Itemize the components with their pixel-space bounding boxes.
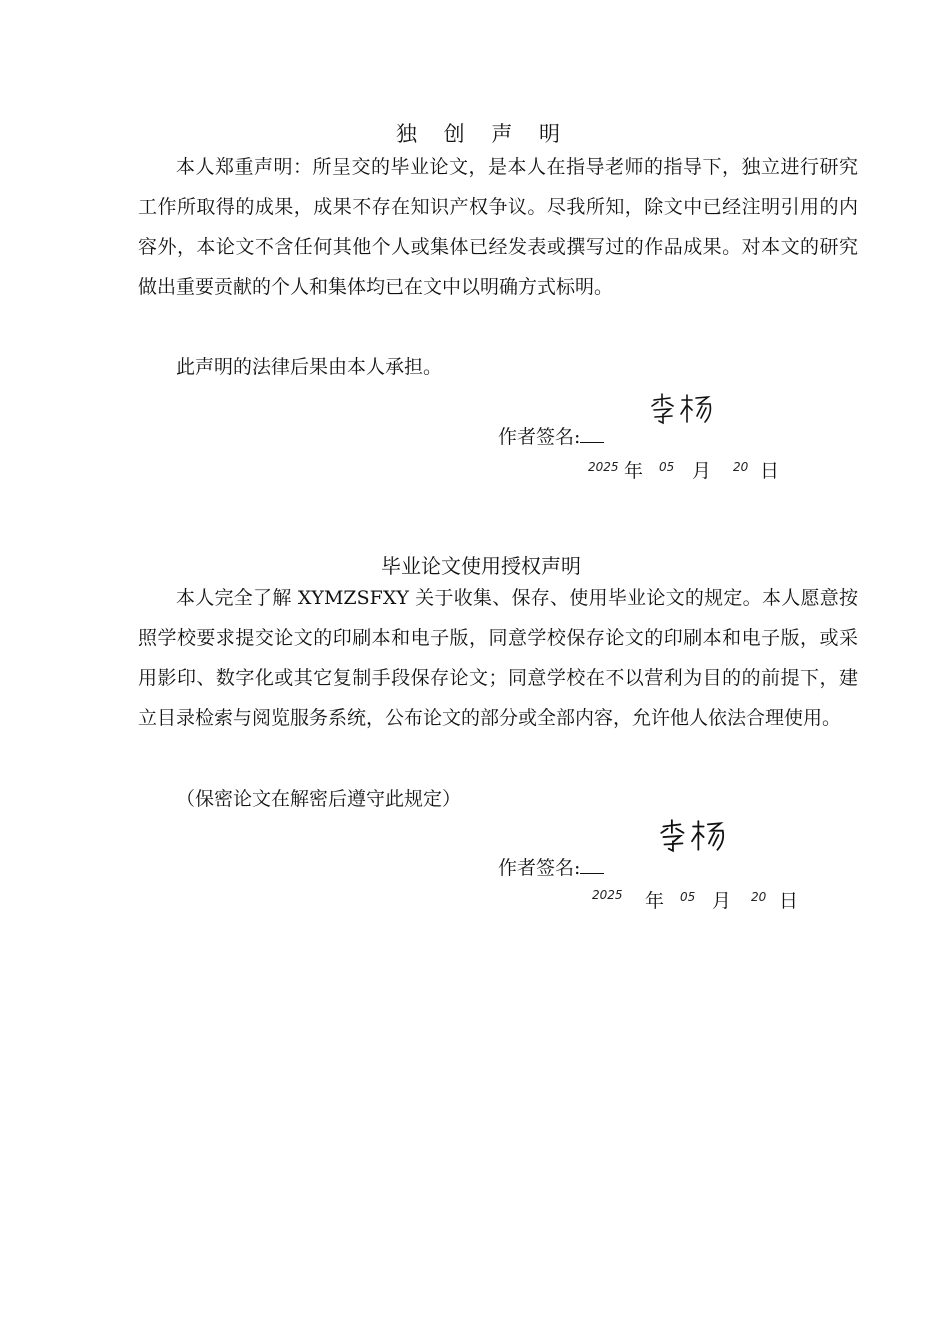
date-year-2: 2025	[592, 888, 623, 902]
date-month-1: 05	[659, 460, 675, 474]
date-day-unit-1: 日	[760, 460, 780, 482]
authorization-title: 毕业论文使用授权声明	[381, 554, 581, 578]
signature-field-1	[498, 422, 604, 449]
handwritten-signature-2	[654, 818, 730, 854]
date-month-unit-2: 月	[712, 890, 732, 912]
authorization-body: 本人完全了解 XYMZSFXY 关于收集、保存、使用毕业论文的规定。本人愿意按照学校要求提交论文的印刷本和电子版，同意学校保存论文的印刷本和电子版，或采用影印、数字化或其它复制手段保存论文；同意学校在不以营利为目的的前提下，建立目录检索与阅览服务系统，公布论文的部分或全部内容，允许他人依法合理使用。	[138, 587, 858, 729]
date-month-unit-1: 月	[692, 460, 712, 482]
signature-label-2: 作者签名:	[498, 857, 581, 879]
signature-line-2	[580, 859, 604, 874]
date-year-1: 2025	[588, 460, 619, 474]
signature-label-1: 作者签名:	[498, 426, 581, 448]
declaration-liability: 此声明的法律后果由本人承担。	[176, 356, 443, 378]
date-day-unit-2: 日	[779, 890, 799, 912]
date-day-2: 20	[751, 890, 767, 904]
date-day-1: 20	[733, 460, 749, 474]
authorization-note: （保密论文在解密后遵守此规定）	[176, 788, 462, 810]
signature-field-2	[498, 853, 604, 880]
date-year-unit-1: 年	[624, 460, 644, 482]
signature-line-1	[580, 428, 604, 443]
declaration-title: 独 创 声 明	[395, 122, 571, 146]
date-month-2: 05	[680, 890, 696, 904]
date-year-unit-2: 年	[645, 890, 665, 912]
declaration-body: 本人郑重声明：所呈交的毕业论文，是本人在指导老师的指导下，独立进行研究工作所取得的成果，成果不存在知识产权争议。尽我所知，除文中已经注明引用的内容外，本论文不含任何其他个人或集体已经发表或撰写过的作品成果。对本文的研究做出重要贡献的个人和集体均已在文中以明确方式标明。	[138, 156, 858, 298]
handwritten-signature-1	[646, 392, 716, 426]
